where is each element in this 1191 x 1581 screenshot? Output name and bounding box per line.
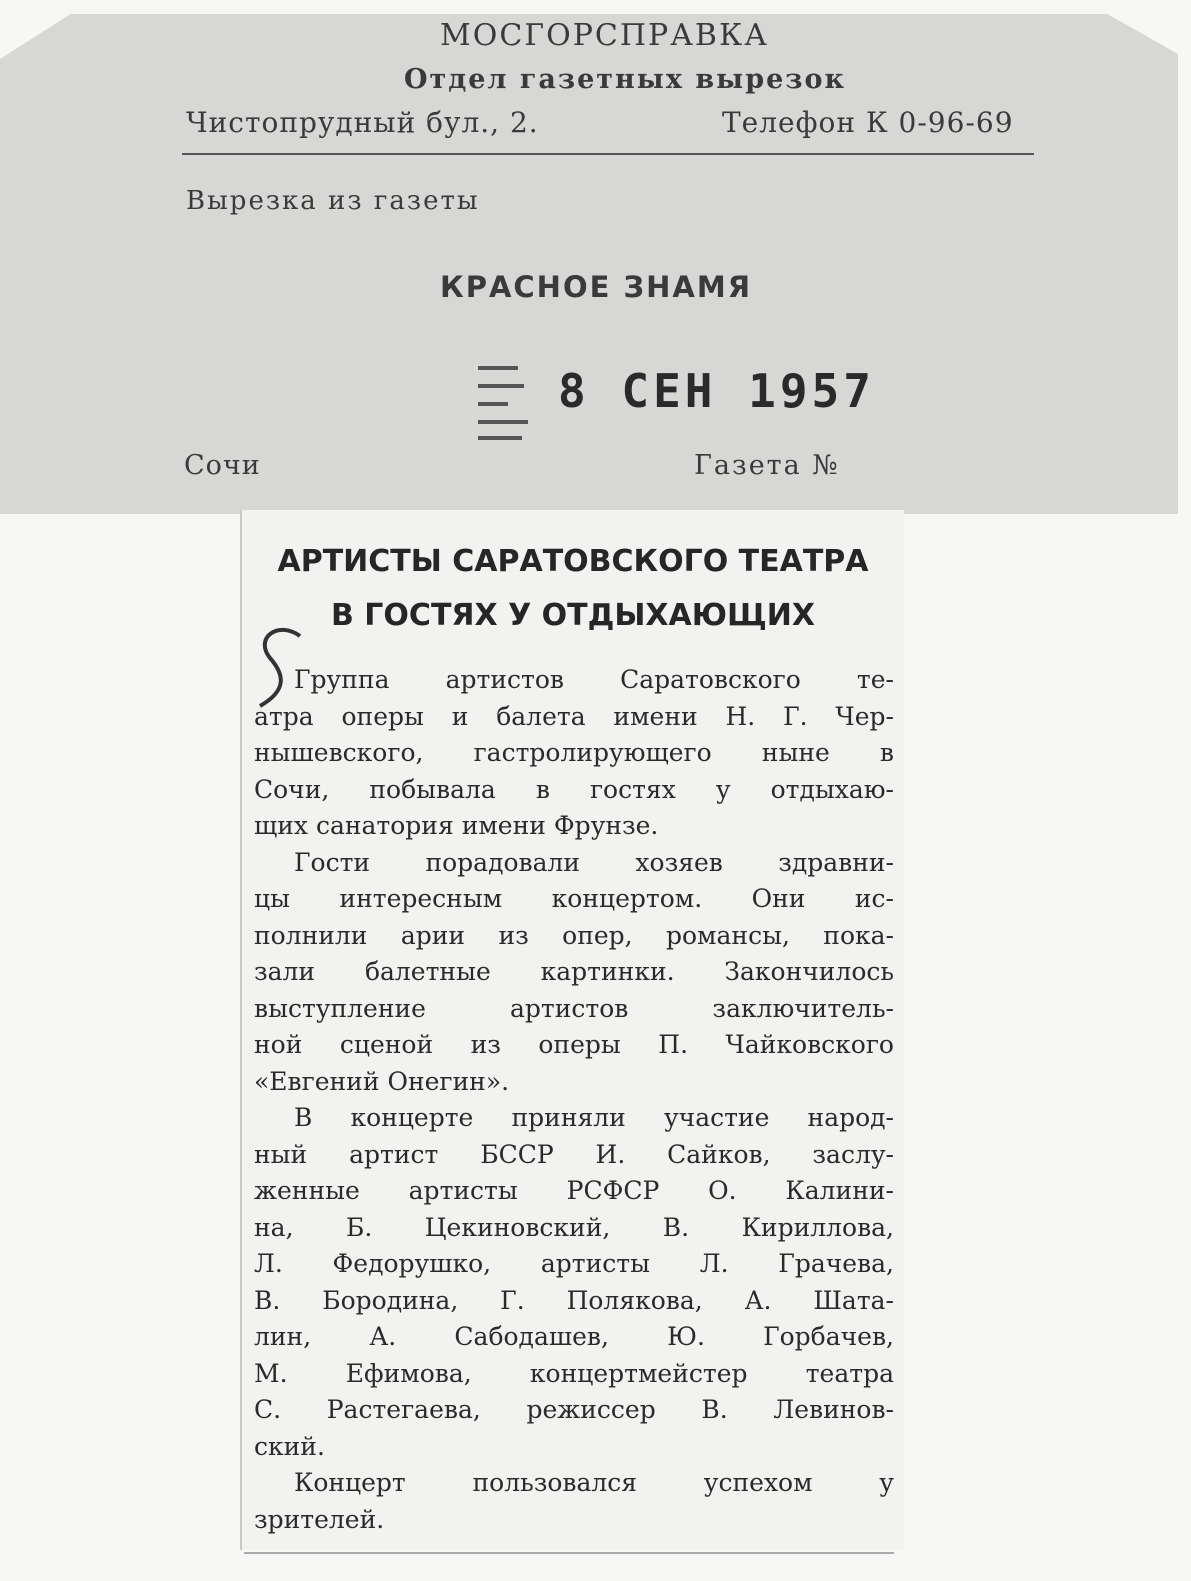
article-line: лин, А. Сабодашев, Ю. Горбачев,: [254, 1322, 894, 1351]
clipping-label: Вырезка из газеты: [186, 186, 480, 216]
header-divider: [182, 153, 1034, 155]
article-line: ный артист БССР И. Сайков, заслу-: [254, 1139, 894, 1169]
phone-number: Телефон К 0-96-69: [722, 106, 1014, 139]
article-line: С. Растегаева, режиссер В. Левинов-: [254, 1395, 894, 1424]
article-line: Гости порадовали хозяев здравни-: [294, 847, 894, 877]
article-line: Л. Федорушко, артисты Л. Грачева,: [254, 1249, 894, 1278]
stamp-mark-icon: [478, 362, 530, 442]
article-line: выступление артистов заключитель-: [254, 993, 894, 1023]
article-line: полнили арии из опер, романсы, пока-: [254, 920, 894, 950]
article-line: нышевского, гастролирующего ныне в: [254, 738, 894, 767]
organization-name: МОСГОРСПРАВКА: [440, 18, 769, 53]
article-line: М. Ефимова, концертмейстер театра: [254, 1358, 894, 1388]
article-line: атра оперы и балета имени Н. Г. Чер-: [254, 701, 894, 731]
article-line: Группа артистов Саратовского те-: [294, 665, 894, 694]
department-name: Отдел газетных вырезок: [404, 64, 846, 95]
article-line: Концерт пользовался успехом у: [294, 1468, 894, 1497]
article-line: зрителей.: [254, 1504, 385, 1534]
article-line: ский.: [254, 1431, 325, 1461]
article-line: женные артисты РСФСР О. Калини-: [254, 1176, 894, 1205]
article-line: «Евгений Онегин».: [254, 1066, 510, 1096]
city: Сочи: [184, 450, 261, 481]
article-line: зали балетные картинки. Закончилось: [254, 957, 894, 986]
article-line: щих санатория имени Фрунзе.: [254, 811, 659, 840]
article-line: ной сценой из оперы П. Чайковского: [254, 1030, 894, 1059]
article-line: Сочи, побывала в гостях у отдыхаю-: [254, 774, 894, 804]
date-stamp: 8 СЕН 1957: [558, 364, 875, 418]
clipping-bottom-edge: [244, 1552, 894, 1554]
address: Чистопрудный бул., 2.: [186, 106, 539, 139]
article-line: цы интересным концертом. Они ис-: [254, 884, 894, 913]
article-line: В. Бородина, Г. Полякова, А. Шата-: [254, 1285, 894, 1315]
article-line: на, Б. Цекиновский, В. Кириллова,: [254, 1212, 894, 1242]
article-headline-line-1: АРТИСТЫ САРАТОВСКОГО ТЕАТРА: [277, 544, 869, 579]
article-body: [254, 662, 894, 1538]
newspaper-name: КРАСНОЕ ЗНАМЯ: [440, 270, 753, 304]
issue-number-label: Газета №: [694, 450, 840, 481]
article-headline-line-2: В ГОСТЯХ У ОТДЫХАЮЩИХ: [331, 598, 815, 633]
article-clipping: [240, 510, 904, 1550]
article-line: В концерте приняли участие народ-: [294, 1103, 894, 1132]
